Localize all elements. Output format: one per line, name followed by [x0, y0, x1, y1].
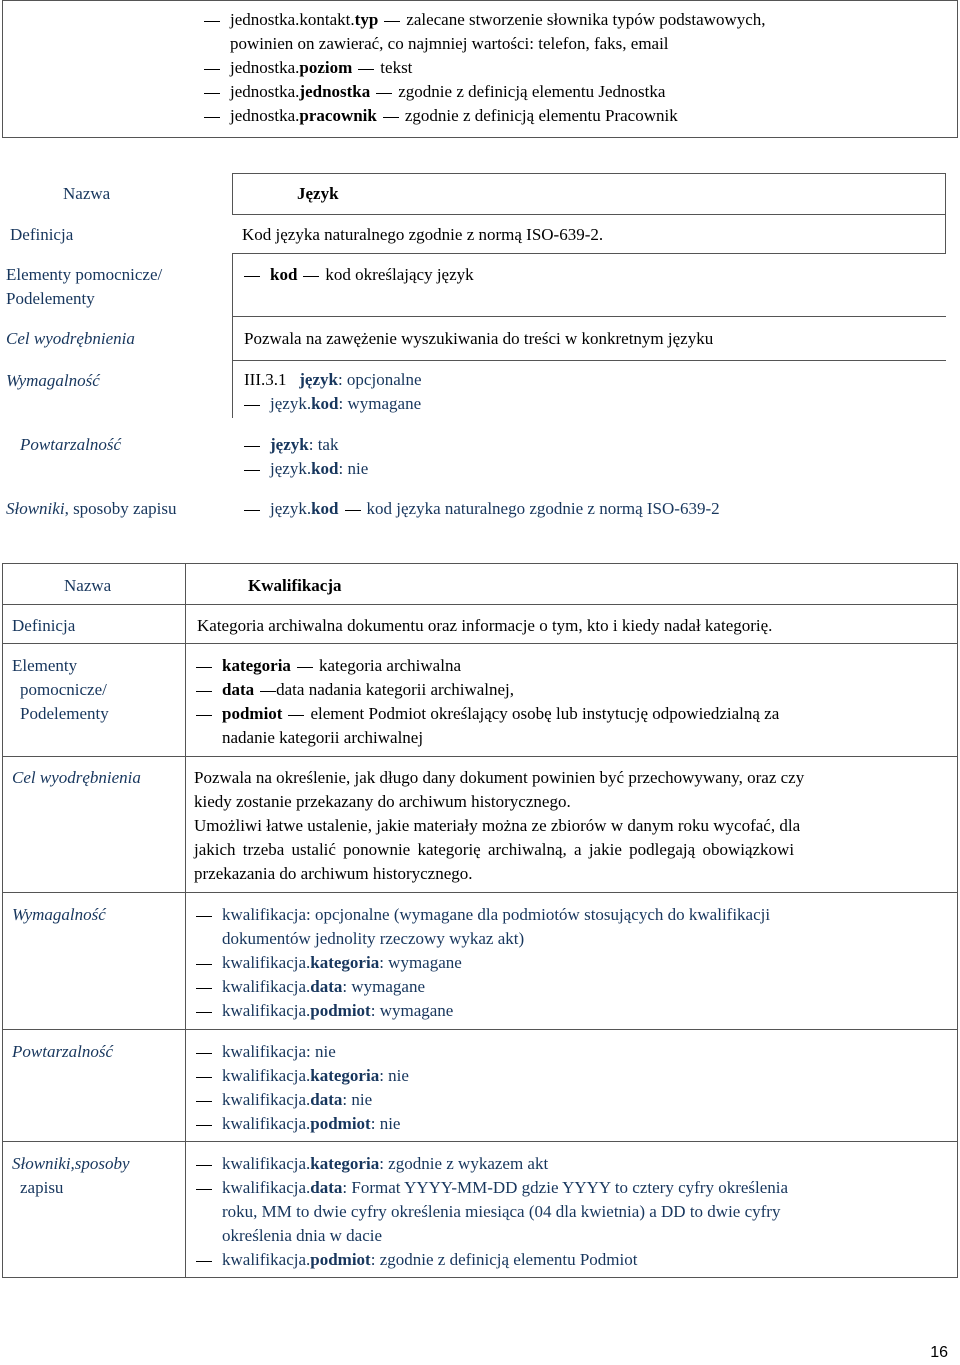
value-cel-3: Umożliwi łatwe ustalenie, jakie materiały można ze zbiorów w danym roku wycofać, dla — [194, 816, 801, 835]
value-powtarzalnosc-4: kwalifikacja.podmiot: nie — [196, 1113, 400, 1135]
value-elementy-3: podmiot element Podmiot określający osobę lub instytucję odpowiedzialną za — [196, 703, 779, 725]
row-divider — [232, 253, 946, 254]
dash-bullet-icon — [204, 21, 220, 22]
dash-bullet-icon — [196, 988, 212, 989]
dash-bullet-icon — [196, 691, 212, 692]
column-divider — [945, 173, 946, 253]
dash-bullet-icon — [196, 1189, 212, 1190]
label-elementy: Elementy pomocnicze/ — [6, 265, 163, 284]
label-elementy: Elementy — [12, 656, 78, 675]
row-divider — [232, 360, 946, 361]
dash-bullet-icon — [244, 405, 260, 406]
label-definicja: Definicja — [10, 225, 74, 244]
value-wymagalnosc: III.3.1 język: opcjonalne — [244, 370, 422, 389]
list-item: jednostka.pracownik zgodnie z definicją elementu Pracownik — [204, 105, 678, 127]
row-divider — [2, 892, 958, 893]
label-zapisu: zapisu — [20, 1178, 64, 1197]
label-powtarzalnosc: Powtarzalność — [20, 435, 122, 454]
row-divider — [2, 1029, 958, 1030]
label-slowniki: Słowniki, sposoby zapisu — [6, 499, 177, 518]
dash-bullet-icon — [196, 1125, 212, 1126]
label-pomocnicze: pomocnicze/ — [20, 680, 107, 699]
label-slowniki: Słowniki,sposoby — [12, 1154, 130, 1173]
value-cel: Pozwala na zawężenie wyszukiwania do treści w konkretnym języku — [244, 329, 714, 348]
label-podelementy: Podelementy — [6, 289, 95, 308]
value-slowniki: język.kod kod języka naturalnego zgodnie z normą ISO-639-2 — [244, 498, 720, 520]
label-podelementy: Podelementy — [20, 704, 109, 723]
value-wymagalnosc-3: kwalifikacja.data: wymagane — [196, 976, 425, 998]
value-elementy-2: data data nadania kategorii archiwalnej, — [196, 679, 514, 701]
row-divider — [2, 604, 958, 605]
label-wymagalnosc: Wymagalność — [12, 905, 106, 924]
dash-bullet-icon — [196, 667, 212, 668]
header-value-cell — [232, 173, 946, 215]
list-item-continuation: powinien on zawierać, co najmniej wartości: telefon, faks, email — [230, 34, 669, 53]
row-divider — [2, 643, 958, 644]
label-nazwa: Nazwa — [64, 576, 112, 595]
value-cel-4: jakich trzeba ustalić ponownie kategorię archiwalną, a jakie podlegają obowiązkowi — [194, 840, 795, 859]
dash-bullet-icon — [196, 715, 212, 716]
dash-bullet-icon — [196, 1101, 212, 1102]
row-divider — [2, 756, 958, 757]
list-item: jednostka.poziom tekst — [204, 57, 412, 79]
value-definicja: Kod języka naturalnego zgodnie z normą ISO-639-2. — [242, 225, 604, 244]
label-powtarzalnosc: Powtarzalność — [12, 1042, 114, 1061]
label-cel: Cel wyodrębnienia — [12, 768, 141, 787]
value-slowniki-2: kwalifikacja.data: Format YYYY-MM-DD gdzie YYYY to cztery cyfry określenia — [196, 1177, 788, 1199]
value-powtarzalnosc-1: kwalifikacja: nie — [196, 1041, 336, 1063]
dash-bullet-icon — [196, 1077, 212, 1078]
column-divider — [185, 563, 186, 1278]
page-number: 16 — [930, 1344, 948, 1361]
value-wymagalnosc-4: kwalifikacja.podmiot: wymagane — [196, 1000, 453, 1022]
value-powtarzalnosc: język: tak — [244, 434, 338, 456]
dash-bullet-icon — [196, 964, 212, 965]
value-nazwa: Język — [297, 184, 339, 203]
dash-bullet-icon — [196, 1165, 212, 1166]
value-slowniki-cont-2: określenia dnia w dacie — [222, 1226, 383, 1245]
value-slowniki-3: kwalifikacja.podmiot: zgodnie z definicją elementu Podmiot — [196, 1249, 637, 1271]
dash-bullet-icon — [204, 93, 220, 94]
dash-bullet-icon — [244, 276, 260, 277]
value-elementy-cont: nadanie kategorii archiwalnej — [222, 728, 424, 747]
value-cel-1: Pozwala na określenie, jak długo dany dokument powinien być przechowywany, oraz czy — [194, 768, 805, 787]
value-elementy: kod kod określający język — [244, 264, 474, 286]
label-cel: Cel wyodrębnienia — [6, 329, 135, 348]
value-elementy-1: kategoria kategoria archiwalna — [196, 655, 461, 677]
value-wymagalnosc-2: kwalifikacja.kategoria: wymagane — [196, 952, 462, 974]
value-wymagalnosc-1: kwalifikacja: opcjonalne (wymagane dla podmiotów stosujących do kwalifikacji — [196, 904, 770, 926]
row-divider — [232, 214, 946, 215]
value-powtarzalnosc-2: język.kod: nie — [244, 458, 368, 480]
dash-bullet-icon — [244, 470, 260, 471]
label-wymagalnosc: Wymagalność — [6, 371, 100, 390]
list-item: jednostka.jednostka zgodnie z definicją elementu Jednostka — [204, 81, 665, 103]
dash-bullet-icon — [204, 69, 220, 70]
column-divider — [232, 253, 233, 418]
value-wymagalnosc-cont: dokumentów jednolity rzeczowy wykaz akt) — [222, 929, 525, 948]
dash-bullet-icon — [196, 1261, 212, 1262]
row-divider — [232, 316, 946, 317]
value-cel-2: kiedy zostanie przekazany do archiwum historycznego. — [194, 792, 571, 811]
dash-bullet-icon — [196, 1012, 212, 1013]
dash-bullet-icon — [204, 117, 220, 118]
value-powtarzalnosc-2: kwalifikacja.kategoria: nie — [196, 1065, 409, 1087]
label-nazwa: Nazwa — [63, 184, 111, 203]
label-definicja: Definicja — [12, 616, 76, 635]
dash-bullet-icon — [244, 510, 260, 511]
value-cel-5: przekazania do archiwum historycznego. — [194, 864, 473, 883]
value-slowniki-1: kwalifikacja.kategoria: zgodnie z wykazem akt — [196, 1153, 548, 1175]
value-powtarzalnosc-3: kwalifikacja.data: nie — [196, 1089, 372, 1111]
value-definicja: Kategoria archiwalna dokumentu oraz informacje o tym, kto i kiedy nadał kategorię. — [197, 616, 773, 635]
value-nazwa: Kwalifikacja — [248, 576, 342, 595]
list-item: jednostka.kontakt.typ zalecane stworzenie słownika typów podstawowych, — [204, 9, 766, 31]
dash-bullet-icon — [196, 916, 212, 917]
row-divider — [2, 1141, 958, 1142]
dash-bullet-icon — [196, 1053, 212, 1054]
value-slowniki-cont-1: roku, MM to dwie cyfry określenia miesiąca (04 dla kwietnia) a DD to dwie cyfry — [222, 1202, 781, 1221]
value-wymagalnosc-2: język.kod: wymagane — [244, 393, 421, 415]
dash-bullet-icon — [244, 446, 260, 447]
